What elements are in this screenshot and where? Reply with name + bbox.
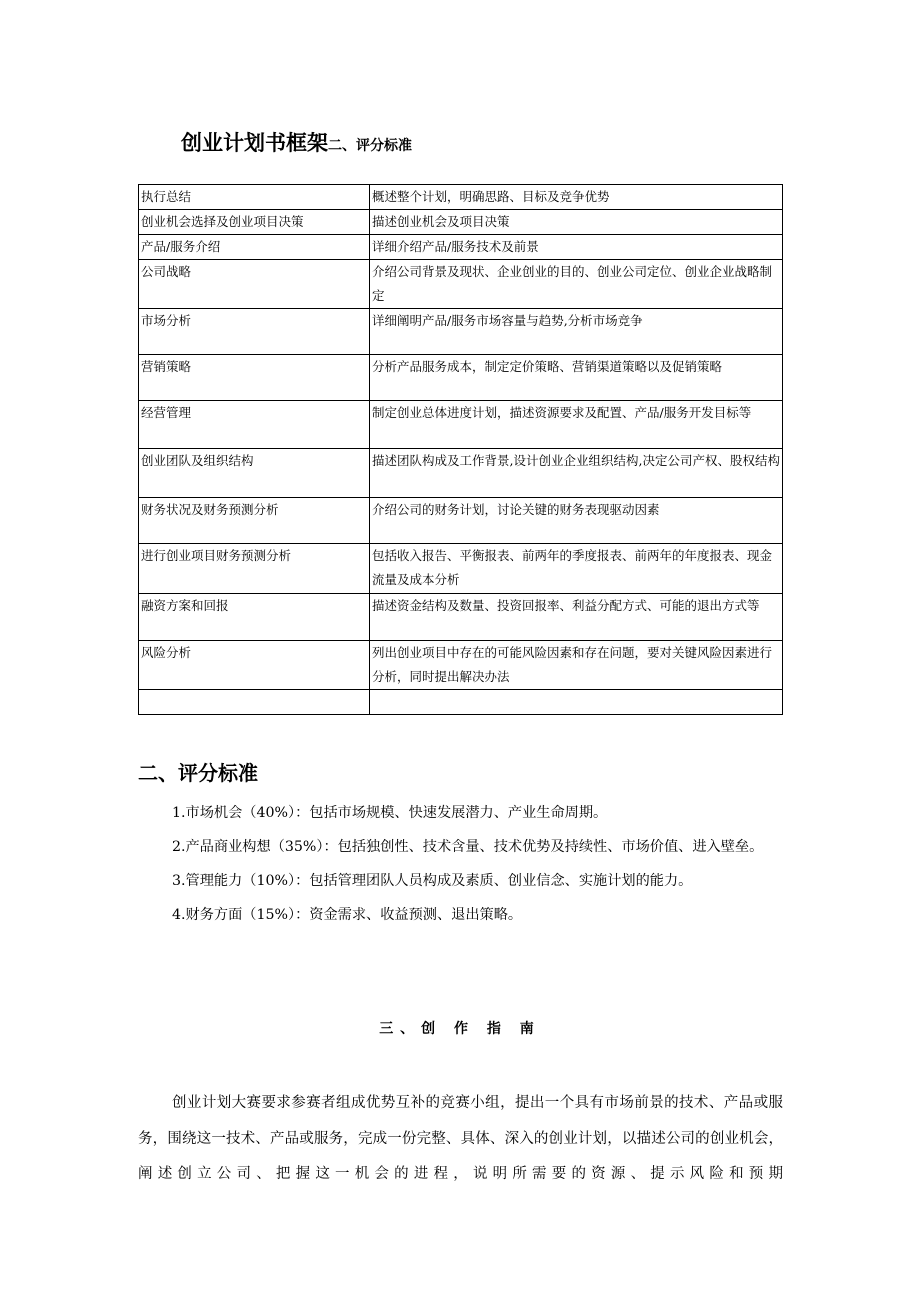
table-cell-desc: 详细阐明产品/服务市场容量与趋势,分析市场竞争 bbox=[370, 309, 783, 355]
table-cell-item: 公司战略 bbox=[139, 260, 370, 309]
table-cell-item: 市场分析 bbox=[139, 309, 370, 355]
table-cell-desc: 详细介绍产品/服务技术及前景 bbox=[370, 235, 783, 260]
table-row bbox=[139, 641, 783, 690]
table-row bbox=[139, 498, 783, 544]
framework-table bbox=[138, 184, 783, 715]
table-row bbox=[139, 690, 783, 715]
table-cell-item: 创业团队及组织结构 bbox=[139, 449, 370, 498]
table-cell-item: 经营管理 bbox=[139, 401, 370, 449]
table-cell-item: 融资方案和回报 bbox=[139, 594, 370, 641]
title-main: 创业计划书框架 bbox=[181, 131, 328, 155]
table-row bbox=[139, 260, 783, 309]
table-row bbox=[139, 185, 783, 210]
table-cell-item: 进行创业项目财务预测分析 bbox=[139, 544, 370, 594]
table-cell-desc: 包括收入报告、平衡报表、前两年的季度报表、前两年的年度报表、现金流量及成本分析 bbox=[370, 544, 783, 594]
criteria-item: 4.财务方面（15%）：资金需求、收益预测、退出策略。 bbox=[172, 907, 523, 923]
table-cell-desc: 分析产品服务成本，制定定价策略、营销渠道策略以及促销策略 bbox=[370, 355, 783, 401]
table-cell-item: 执行总结 bbox=[139, 185, 370, 210]
table-cell-item: 财务状况及财务预测分析 bbox=[139, 498, 370, 544]
criteria-list bbox=[138, 796, 783, 932]
table-cell-item: 风险分析 bbox=[139, 641, 370, 690]
table-cell-desc: 制定创业总体进度计划，描述资源要求及配置、产品/服务开发目标等 bbox=[370, 401, 783, 449]
section3-heading: 三、创 作 指 南 bbox=[379, 1021, 541, 1037]
table-row bbox=[139, 235, 783, 260]
table-cell-desc bbox=[370, 690, 783, 715]
table-row bbox=[139, 355, 783, 401]
table-cell-desc: 列出创业项目中存在的可能风险因素和存在问题，要对关键风险因素进行分析，同时提出解决办法 bbox=[370, 641, 783, 690]
table-cell-desc: 介绍公司的财务计划，讨论关键的财务表现驱动因素 bbox=[370, 498, 783, 544]
document-title bbox=[181, 120, 412, 158]
section3-paragraph: 创业计划大赛要求参赛者组成优势互补的竞赛小组，提出一个具有市场前景的技术、产品或服务，围绕这一技术、产品或服务，完成一份完整、具体、深入的创业计划，以描述公司的创业机会，阐述创立公司、把握这一机会的进程，说明所需要的资源、提示风险和预期 bbox=[138, 1095, 783, 1182]
table-cell-desc: 概述整个计划，明确思路、目标及竞争优势 bbox=[370, 185, 783, 210]
table-cell-desc: 描述团队构成及工作背景,设计创业企业组织结构,决定公司产权、股权结构 bbox=[370, 449, 783, 498]
title-sub: 二、评分标准 bbox=[328, 138, 412, 154]
table-row bbox=[139, 544, 783, 594]
table-cell-item bbox=[139, 690, 370, 715]
table-row bbox=[139, 449, 783, 498]
table-cell-item: 创业机会选择及创业项目决策 bbox=[139, 210, 370, 235]
criteria-item: 3.管理能力（10%）：包括管理团队人员构成及素质、创业信念、实施计划的能力。 bbox=[172, 873, 693, 889]
table-row bbox=[139, 594, 783, 641]
table-row bbox=[139, 401, 783, 449]
table-cell-item: 产品/服务介绍 bbox=[139, 235, 370, 260]
table-row bbox=[139, 309, 783, 355]
section2-heading: 二、评分标准 bbox=[138, 761, 258, 785]
table-row bbox=[139, 210, 783, 235]
table-cell-desc: 描述创业机会及项目决策 bbox=[370, 210, 783, 235]
criteria-item: 2.产品商业构想（35%）：包括独创性、技术含量、技术优势及持续性、市场价值、进入壁垒。 bbox=[172, 839, 764, 855]
table-cell-item: 营销策略 bbox=[139, 355, 370, 401]
criteria-item: 1.市场机会（40%）：包括市场规模、快速发展潜力、产业生命周期。 bbox=[172, 805, 608, 821]
table-cell-desc: 描述资金结构及数量、投资回报率、利益分配方式、可能的退出方式等 bbox=[370, 594, 783, 641]
table-cell-desc: 介绍公司背景及现状、企业创业的目的、创业公司定位、创业企业战略制定 bbox=[370, 260, 783, 309]
